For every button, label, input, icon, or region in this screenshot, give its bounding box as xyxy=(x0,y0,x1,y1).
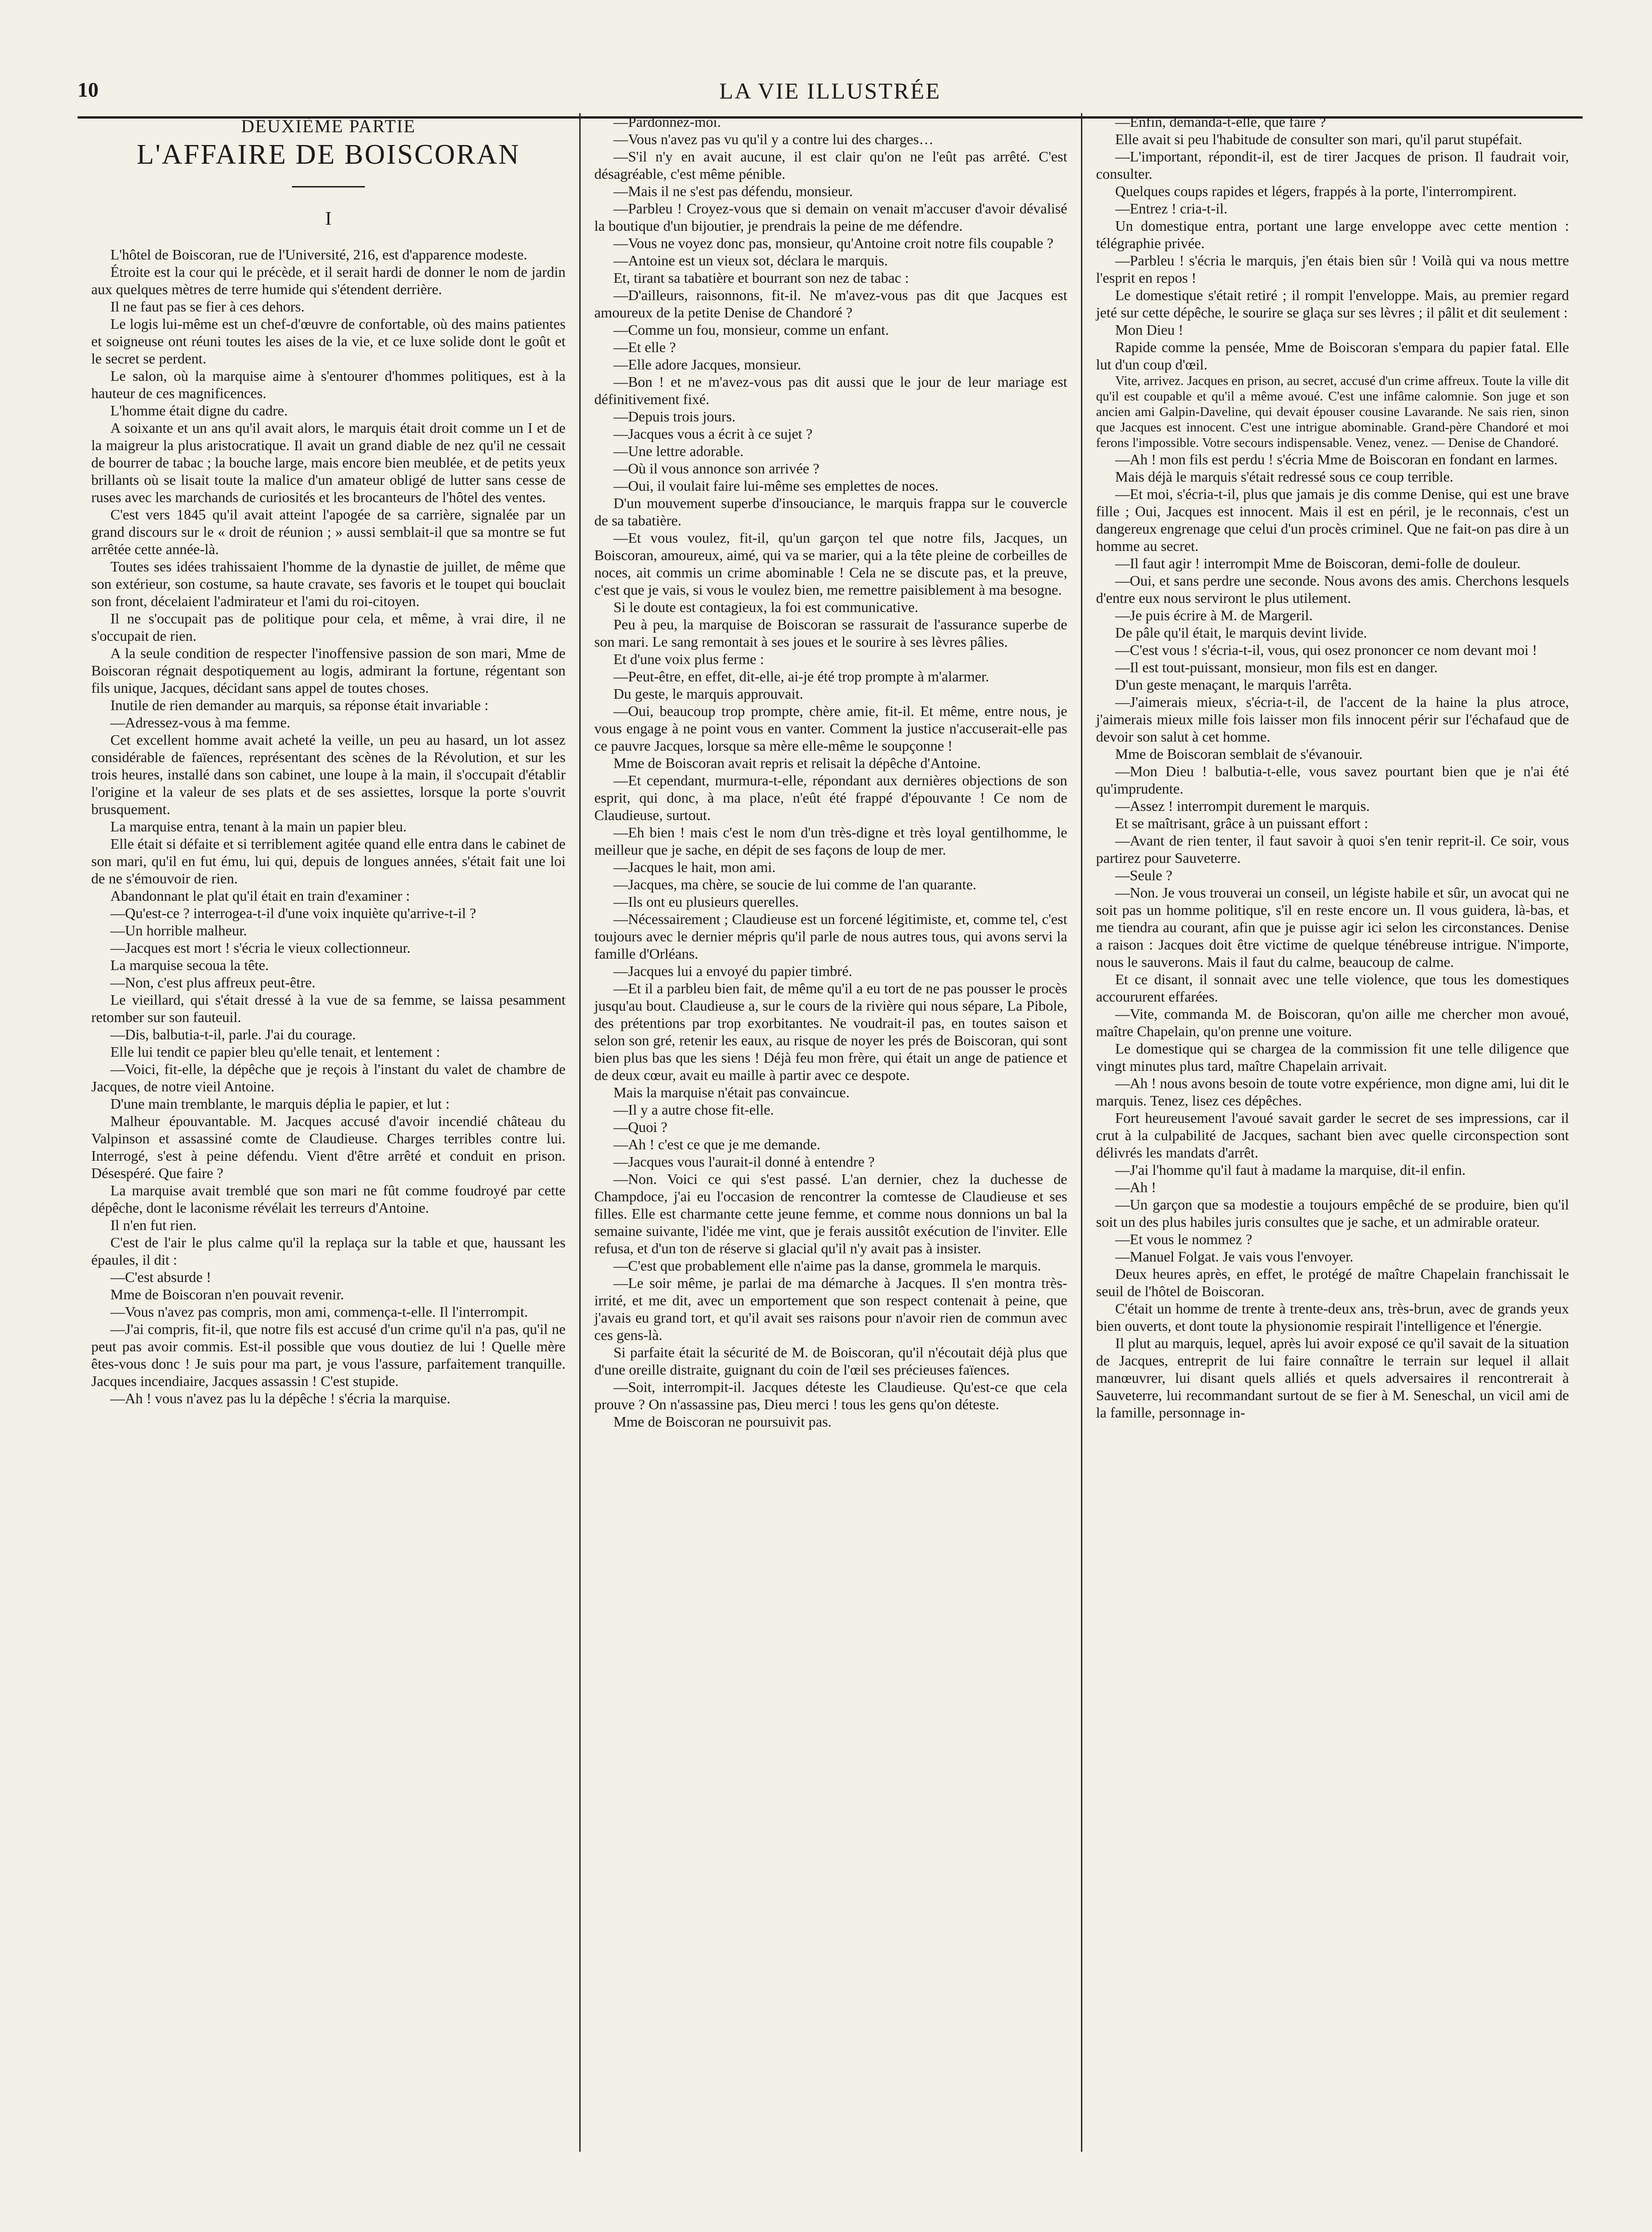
paragraph: Elle avait si peu l'habitude de consulter son mari, qu'il parut stupéfait. xyxy=(1115,131,1522,147)
paragraph: D'un geste menaçant, le marquis l'arrêta. xyxy=(1115,676,1352,693)
paragraph: Le domestique s'était retiré ; il rompit l'enveloppe. Mais, au premier regard jeté sur cette dépêche, le sourire se glaça sur ses lèvres ; il pâlit et dit seulement : xyxy=(1096,287,1569,321)
paragraph: —Où il vous annonce son arrivée ? xyxy=(613,460,820,477)
paragraph: —Et moi, s'écria-t-il, plus que jamais je dis comme Denise, qui est une brave fille ; Oui, Jacques est innocent. Mais il est en péril, je le reconnais, c'est un dangereux engrenage que celui d'un procès criminel. Que ne fait-on pas dire à un homme au secret. xyxy=(1096,486,1569,554)
paragraph: —Jacques le hait, mon ami. xyxy=(613,859,776,875)
paragraph: C'était un homme de trente à trente-deux ans, très-brun, avec de grands yeux bien ouverts, et dont toute la physionomie respirait l'intelligence et l'énergie. xyxy=(1096,1300,1569,1334)
paragraph: D'un mouvement superbe d'insouciance, le marquis frappa sur le couvercle de sa tabatière. xyxy=(594,495,1067,529)
paragraph: —Quoi ? xyxy=(613,1119,668,1135)
paragraph: —Un horrible malheur. xyxy=(110,922,247,939)
paragraph: Cet excellent homme avait acheté la veille, un peu au hasard, un lot assez considérable de faïences, représentant des scènes de la Révolution, et sur les trois heures, installé dans son cabinet, une loupe à la main, il s'occupait d'établir l'origine et la valeur de ses plats et de ses assiettes, lorsque la porte s'ouvrit brusquement. xyxy=(91,732,566,817)
telegram-text: Vite, arrivez. Jacques en prison, au secret, accusé d'un crime affreux. Toute la ville dit qu'il est coupable et qu'il a même avoué. C'est une infâme calomnie. Son juge et son ancien ami Galpin-Daveline, qui devait épouser cousine Lavarande. Ne sais rien, sinon que Jacques est innocent. C'est une intrigue abominable. Grand-père Chandoré et moi ferons l'impossible. Votre secours indispensable. Venez, venez. — Denise de Chandoré. xyxy=(1096,374,1569,450)
paragraph: Mais déjà le marquis s'était redressé sous ce coup terrible. xyxy=(1115,468,1454,485)
paragraph: Le vieillard, qui s'était dressé à la vue de sa femme, se laissa pesamment retomber sur son fauteuil. xyxy=(91,991,566,1025)
paragraph: —Il est tout-puissant, monsieur, mon fils est en danger. xyxy=(1115,659,1438,675)
paragraph: Et, tirant sa tabatière et bourrant son nez de tabac : xyxy=(613,270,909,286)
column-1-body-continued xyxy=(91,1182,566,1407)
paragraph: Quelques coups rapides et légers, frappés à la porte, l'interrompirent. xyxy=(1115,183,1517,199)
paragraph: —C'est vous ! s'écria-t-il, vous, qui osez prononcer ce nom devant moi ! xyxy=(1115,642,1538,658)
paragraph: Mme de Boiscoran n'en pouvait revenir. xyxy=(110,1286,344,1303)
paragraph: —Entrez ! cria-t-il. xyxy=(1115,200,1228,217)
paragraph: —Mon Dieu ! balbutia-t-elle, vous savez pourtant bien que je n'ai été qu'imprudente. xyxy=(1096,763,1569,797)
paragraph: —Oui, il voulait faire lui-même ses emplettes de noces. xyxy=(613,478,939,494)
paragraph: L'homme était digne du cadre. xyxy=(110,402,288,419)
paragraph: —L'important, répondit-il, est de tirer Jacques de prison. Il faudrait voir, consulter. xyxy=(1096,148,1569,182)
paragraph: —J'aimerais mieux, s'écria-t-il, de l'accent de la haine la plus atroce, j'aimerais mieux mille fois laisser mon fils innocent périr sur l'échafaud que de devoir son salut à cet homme. xyxy=(1096,694,1569,745)
column-2 xyxy=(579,113,1081,2152)
article-title: L'AFFAIRE DE BOISCORAN xyxy=(136,139,520,170)
paragraph: —C'est absurde ! xyxy=(110,1269,211,1285)
paragraph: —Enfin, demanda-t-elle, que faire ? xyxy=(1115,114,1326,130)
paragraph: Mais la marquise n'était pas convaincue. xyxy=(613,1084,850,1100)
paragraph: Et ce disant, il sonnait avec une telle violence, que tous les domestiques accoururent effarées. xyxy=(1096,971,1569,1005)
paragraph: —Jacques vous a écrit à ce sujet ? xyxy=(613,426,813,442)
paragraph: Et d'une voix plus ferme : xyxy=(613,651,764,667)
paragraph: Le salon, où la marquise aime à s'entourer d'hommes politiques, est à la hauteur de ces magnificences. xyxy=(91,368,566,401)
paragraph: Abandonnant le plat qu'il était en train d'examiner : xyxy=(110,888,410,904)
paragraph: Il ne s'occupait pas de politique pour cela, et même, à vrai dire, il ne s'occupait de rien. xyxy=(91,610,566,644)
paragraph: —Avant de rien tenter, il faut savoir à quoi s'en tenir reprit-il. Ce soir, vous partirez pour Sauveterre. xyxy=(1096,832,1569,866)
paragraph: —Vous n'avez pas vu qu'il y a contre lui des charges… xyxy=(613,131,934,147)
paragraph: —Pardonnez-moi. xyxy=(613,114,721,130)
column-3-body-continued xyxy=(1096,451,1569,1421)
text-columns xyxy=(78,113,1583,2152)
paragraph: —Soit, interrompit-il. Jacques déteste les Claudieuse. Qu'est-ce que cela prouve ? On n'assassine pas, Dieu merci ! tous les gens qu'on déteste. xyxy=(594,1379,1067,1412)
paragraph: —Dis, balbutia-t-il, parle. J'ai du courage. xyxy=(110,1026,356,1043)
paragraph: —Vous ne voyez donc pas, monsieur, qu'Antoine croit notre fils coupable ? xyxy=(613,235,1054,251)
column-2-body xyxy=(594,113,1067,1430)
column-3 xyxy=(1081,113,1583,2152)
paragraph: —Peut-être, en effet, dit-elle, ai-je été trop prompte à m'alarmer. xyxy=(613,668,989,685)
paragraph: D'une main tremblante, le marquis déplia le papier, et lut : xyxy=(110,1095,450,1112)
paragraph: —Je puis écrire à M. de Margeril. xyxy=(1115,607,1313,623)
paragraph: —Vite, commanda M. de Boiscoran, qu'on aille me chercher mon avoué, maître Chapelain, qu'on prenne une voiture. xyxy=(1096,1006,1569,1039)
paragraph: —Oui, beaucoup trop prompte, chère amie, fit-il. Et même, entre nous, je vous engage à ne point vous en vanter. Comment la justice n'accuserait-elle pas ce pauvre Jacques, lorsque sa mère elle-même le soupçonne ! xyxy=(594,703,1067,754)
column-1-body xyxy=(91,246,566,1112)
paragraph: —S'il n'y en avait aucune, il est clair qu'on ne l'eût pas arrêté. C'est désagréable, c'est même pénible. xyxy=(594,148,1067,182)
paragraph: —Eh bien ! mais c'est le nom d'un très-digne et très loyal gentilhomme, le meilleur que je sache, en dépit de ses façons de loup de mer. xyxy=(594,824,1067,858)
paragraph: —Il faut agir ! interrompit Mme de Boiscoran, demi-folle de douleur. xyxy=(1115,555,1521,571)
paragraph: Le logis lui-même est un chef-d'œuvre de confortable, où des mains patientes et soigneuse ont réuni toutes les aises de la vie, et ce luxe solide dont le goût et le secret se perdent. xyxy=(91,316,566,367)
paragraph: —Jacques, ma chère, se soucie de lui comme de l'an quarante. xyxy=(613,876,977,893)
paragraph: Peu à peu, la marquise de Boiscoran se rassurait de l'assurance superbe de son mari. Le sang remontait à ses joues et le sourire à ses lèvres pâlies. xyxy=(594,616,1067,650)
paragraph: La marquise secoua la tête. xyxy=(110,957,269,973)
paragraph: —Antoine est un vieux sot, déclara le marquis. xyxy=(613,252,888,269)
paragraph: Mme de Boiscoran ne poursuivit pas. xyxy=(613,1413,832,1430)
paragraph: Un domestique entra, portant une large enveloppe avec cette mention : télégraphie privée. xyxy=(1096,218,1569,251)
paragraph: —Manuel Folgat. Je vais vous l'envoyer. xyxy=(1115,1248,1354,1265)
paragraph: —Et cependant, murmura-t-elle, répondant aux dernières objections de son esprit, qui donc, à ma place, n'eût été frappé d'épouvante ! Ce nom de Claudieuse, surtout. xyxy=(594,772,1067,823)
paragraph: Si le doute est contagieux, la foi est communicative. xyxy=(613,599,919,615)
paragraph: —Et vous le nommez ? xyxy=(1115,1231,1252,1247)
paragraph: C'est de l'air le plus calme qu'il la replaça sur la table et que, haussant les épaules, il dit : xyxy=(91,1234,566,1268)
journal-title: LA VIE ILLUSTRÉE xyxy=(719,78,941,104)
dispatch-text: Malheur épouvantable. M. Jacques accusé d'avoir incendié château du Valpinson et assassiné comte de Claudieuse. Charges terribles contre lui. Interrogé, s'est à peine défendu. Vient d'être arrêté et conduit en prison. Désespéré. Que faire ? xyxy=(91,1113,566,1181)
paragraph: —Vous n'avez pas compris, mon ami, commença-t-elle. Il l'interrompit. xyxy=(110,1303,528,1320)
paragraph: Mme de Boiscoran semblait de s'évanouir. xyxy=(1115,746,1363,762)
paragraph: —Jacques est mort ! s'écria le vieux collectionneur. xyxy=(110,940,410,956)
paragraph: —Bon ! et ne m'avez-vous pas dit aussi que le jour de leur mariage est définitivement fixé. xyxy=(594,374,1067,407)
paragraph: —Adressez-vous à ma femme. xyxy=(110,714,291,731)
paragraph: —Il y a autre chose fit-elle. xyxy=(613,1101,774,1118)
paragraph: Elle était si défaite et si terriblement agitée quand elle entra dans le cabinet de son mari, qu'il en fut ému, lui qui, depuis de longues années, s'était fait une loi de ne s'émouvoir de rien. xyxy=(91,836,566,887)
paragraph: —Le soir même, je parlai de ma démarche à Jacques. Il s'en montra très-irrité, et me dit, avec un emportement que son respect contenait à peine, que j'avais eu grand tort, et qu'il avait ses raisons pour n'avoir rien de commun avec ces gens-là. xyxy=(594,1275,1067,1343)
newspaper-page xyxy=(78,55,1583,2162)
paragraph: —Non. Je vous trouverai un conseil, un légiste habile et sûr, un avocat qui ne soit pas un homme politique, s'il en reste encore un. Il vous guidera, là-bas, et me tiendra au courant, afin que je puisse agir ici selon les circonstances. Denise a raison : Jacques doit être victime de quelque ténébreuse intrigue. N'importe, nous le sauverons. Mais il faut du calme, beaucoup de calme. xyxy=(1096,884,1569,970)
paragraph: Il ne faut pas se fier à ces dehors. xyxy=(110,298,305,315)
paragraph: —J'ai compris, fit-il, que notre fils est accusé d'un crime qu'il n'a pas, qu'il ne peut pas avoir commis. Est-il possible que vous doutiez de lui ! Quelle mère êtes-vous donc ! Je suis pour ma part, je vous l'assure, parfaitement tranquille. Jacques incendiaire, Jacques assassin ! C'est stupide. xyxy=(91,1321,566,1389)
paragraph: La marquise avait tremblé que son mari ne fût comme foudroyé par cette dépêche, dont le laconisme révélait les terreurs d'Antoine. xyxy=(91,1182,566,1216)
paragraph: Mme de Boiscoran avait repris et relisait la dépêche d'Antoine. xyxy=(613,755,981,771)
paragraph: —C'est que probablement elle n'aime pas la danse, grommela le marquis. xyxy=(613,1257,1041,1274)
paragraph: —Assez ! interrompit durement le marquis. xyxy=(1115,798,1370,814)
paragraph: —Non. Voici ce qui s'est passé. L'an dernier, chez la duchesse de Champdoce, j'ai eu l'occasion de rencontrer la comtesse de Claudieuse et ses filles. Elle est charmante cette jeune femme, et comme nous donnions un bal la semaine suivante, l'idée me vint, que je ferais aussitôt exécution de l'inviter. Elle refusa, et d'un ton de réserve si glacial qu'il n'y avait pas à insister. xyxy=(594,1171,1067,1256)
paragraph: —Jacques lui a envoyé du papier timbré. xyxy=(613,963,852,979)
paragraph: —Jacques vous l'aurait-il donné à entendre ? xyxy=(613,1153,875,1170)
paragraph: —Seule ? xyxy=(1115,867,1173,883)
paragraph: —Depuis trois jours. xyxy=(613,408,736,425)
paragraph: —Voici, fit-elle, la dépêche que je reçois à l'instant du valet de chambre de Jacques, de notre vieil Antoine. xyxy=(91,1061,566,1095)
title-divider xyxy=(292,186,365,187)
paragraph: C'est vers 1845 qu'il avait atteint l'apogée de sa carrière, signalée par un grand discours sur le « droit de réunion ; » aussi semblait-il que sa montre se fut arrêtée cette année-là. xyxy=(91,506,566,557)
paragraph: —J'ai l'homme qu'il faut à madame la marquise, dit-il enfin. xyxy=(1115,1162,1466,1178)
paragraph: —Parbleu ! s'écria le marquis, j'en étais bien sûr ! Voilà qui va nous mettre l'esprit en repos ! xyxy=(1096,252,1569,286)
paragraph: —Ils ont eu plusieurs querelles. xyxy=(613,893,799,910)
paragraph: Toutes ses idées trahissaient l'homme de la dynastie de juillet, de même que son extérieur, son costume, sa haute cravate, ses favoris et le toupet qui bouclait son front, décelaient l'admirateur et l'ami du roi-citoyen. xyxy=(91,558,566,609)
paragraph: Deux heures après, en effet, le protégé de maître Chapelain franchissait le seuil de l'hôtel de Boiscoran. xyxy=(1096,1266,1569,1299)
paragraph: —Non, c'est plus affreux peut-être. xyxy=(110,974,316,991)
paragraph: —Une lettre adorable. xyxy=(613,443,744,459)
paragraph: Inutile de rien demander au marquis, sa réponse était invariable : xyxy=(110,697,489,713)
paragraph: —Et vous voulez, fit-il, qu'un garçon tel que notre fils, Jacques, un Boiscoran, amoureux, aimé, qui va se marier, qui a la tête pleine de corbeilles de noces, ait commis un crime abominable ! Cela ne se discute pas, et la preuve, c'est que je vais, si vous le voulez bien, me remettre paisiblement à ma besogne. xyxy=(594,529,1067,598)
paragraph: —Un garçon que sa modestie a toujours empêché de se produire, bien qu'il soit un des plus habiles juris consultes que je sache, et un admirable orateur. xyxy=(1096,1196,1569,1230)
page-number: 10 xyxy=(78,78,99,101)
paragraph: Si parfaite était la sécurité de M. de Boiscoran, qu'il n'écoutait déjà plus que d'une oreille distraite, guignant du coin de l'œil ses précieuses faïences. xyxy=(594,1344,1067,1378)
paragraph: —Elle adore Jacques, monsieur. xyxy=(613,356,801,373)
paragraph: A la seule condition de respecter l'inoffensive passion de son mari, Mme de Boiscoran régnait despotiquement au logis, admirant la fortune, régentant son fils unique, Jacques, décidant sans appel de toutes choses. xyxy=(91,645,566,696)
paragraph: —Parbleu ! Croyez-vous que si demain on venait m'accuser d'avoir dévalisé la boutique d'un bijoutier, je prendrais la peine de me défendre. xyxy=(594,200,1067,234)
paragraph: —Ah ! c'est ce que je me demande. xyxy=(613,1136,821,1152)
paragraph: Rapide comme la pensée, Mme de Boiscoran s'empara du papier fatal. Elle lut d'un coup d'œil. xyxy=(1096,339,1569,373)
paragraph: —Oui, et sans perdre une seconde. Nous avons des amis. Cherchons lesquels d'entre eux nous serviront le plus utilement. xyxy=(1096,572,1569,606)
paragraph: —Et elle ? xyxy=(613,339,676,355)
paragraph: Mon Dieu ! xyxy=(1115,322,1184,338)
column-1 xyxy=(78,113,579,2152)
paragraph: —Comme un fou, monsieur, comme un enfant. xyxy=(613,322,889,338)
paragraph: Étroite est la cour qui le précède, et il serait hardi de donner le nom de jardin aux quelques mètres de terre humide qui s'étendent derrière. xyxy=(91,264,566,297)
paragraph: —Mais il ne s'est pas défendu, monsieur. xyxy=(613,183,853,199)
paragraph: —Ah ! xyxy=(1115,1179,1156,1195)
paragraph: —Ah ! mon fils est perdu ! s'écria Mme de Boiscoran en fondant en larmes. xyxy=(1115,451,1558,467)
paragraph: Fort heureusement l'avoué savait garder le secret de ses impressions, car il crut à la culpabilité de Jacques, sachant bien avec quelle circonspection sont délivrés les mandats d'arrêt. xyxy=(1096,1110,1569,1161)
paragraph: —Ah ! nous avons besoin de toute votre expérience, mon digne ami, lui dit le marquis. Tenez, lisez ces dépêches. xyxy=(1096,1075,1569,1109)
part-heading: DEUXIÈME PARTIE xyxy=(241,116,416,136)
paragraph: Elle lui tendit ce papier bleu qu'elle tenait, et lentement : xyxy=(110,1043,440,1060)
column-3-body xyxy=(1096,113,1569,373)
paragraph: Il n'en fut rien. xyxy=(110,1217,197,1233)
paragraph: L'hôtel de Boiscoran, rue de l'Université, 216, est d'apparence modeste. xyxy=(110,246,527,263)
page-header xyxy=(78,73,1583,109)
paragraph: De pâle qu'il était, le marquis devint livide. xyxy=(1115,624,1367,641)
paragraph: Il plut au marquis, lequel, après lui avoir exposé ce qu'il savait de la situation de Jacques, entreprit de lui faire connaître le terrain sur lequel il allait manœuvrer, lui disant quels alliés et quels adversaires il rencontrerait à Sauveterre, lui recommandant surtout de se fier à M. Seneschal, un vicil ami de la famille, personnage in- xyxy=(1096,1335,1569,1421)
paragraph: La marquise entra, tenant à la main un papier bleu. xyxy=(110,818,407,835)
paragraph: —Et il a parbleu bien fait, de même qu'il a eu tort de ne pas pousser le procès jusqu'au bout. Claudieuse a, sur le cours de la rivière qui nous sépare, La Pibole, des prétentions par trop exorbitantes. Ne voudrait-il pas, en toutes saison et selon son gré, retenir les eaux, au risque de noyer les prés de Boiscoran, qui sont bien plus bas que les siens ! Déjà feu mon frère, qui était un ange de patience et de deux cœur, avait eu maille à partir avec ce despote. xyxy=(594,980,1067,1083)
paragraph: —Qu'est-ce ? interrogea-t-il d'une voix inquiète qu'arrive-t-il ? xyxy=(110,905,476,921)
paragraph: —D'ailleurs, raisonnons, fit-il. Ne m'avez-vous pas dit que Jacques est amoureux de la petite Denise de Chandoré ? xyxy=(594,287,1067,321)
paragraph: Le domestique qui se chargea de la commission fit une telle diligence que vingt minutes plus tard, maître Chapelain arrivait. xyxy=(1096,1040,1569,1074)
paragraph: —Ah ! vous n'avez pas lu la dépêche ! s'écria la marquise. xyxy=(110,1390,451,1407)
paragraph: A soixante et un ans qu'il avait alors, le marquis était droit comme un I et de la maigreur la plus aristocratique. Il avait un grand diable de nez qu'il ne cessait de bourrer de tabac ; la bouche large, mais encore bien meublée, et de petits yeux brillants où se lisait toute la malice d'un amateur obligé de lutter sans cesse de ruses avec les marchands de curiosités et les brocanteurs de l'hôtel des ventes. xyxy=(91,420,566,505)
paragraph: Du geste, le marquis approuvait. xyxy=(613,685,803,702)
paragraph: Et se maîtrisant, grâce à un puissant effort : xyxy=(1115,815,1368,831)
paragraph: —Nécessairement ; Claudieuse est un forcené légitimiste, et, comme tel, c'est toujours avec le dernier mépris qu'il parle de nous autres tous, qui avons servi la famille d'Orléans. xyxy=(594,911,1067,962)
chapter-number: I xyxy=(325,208,332,229)
